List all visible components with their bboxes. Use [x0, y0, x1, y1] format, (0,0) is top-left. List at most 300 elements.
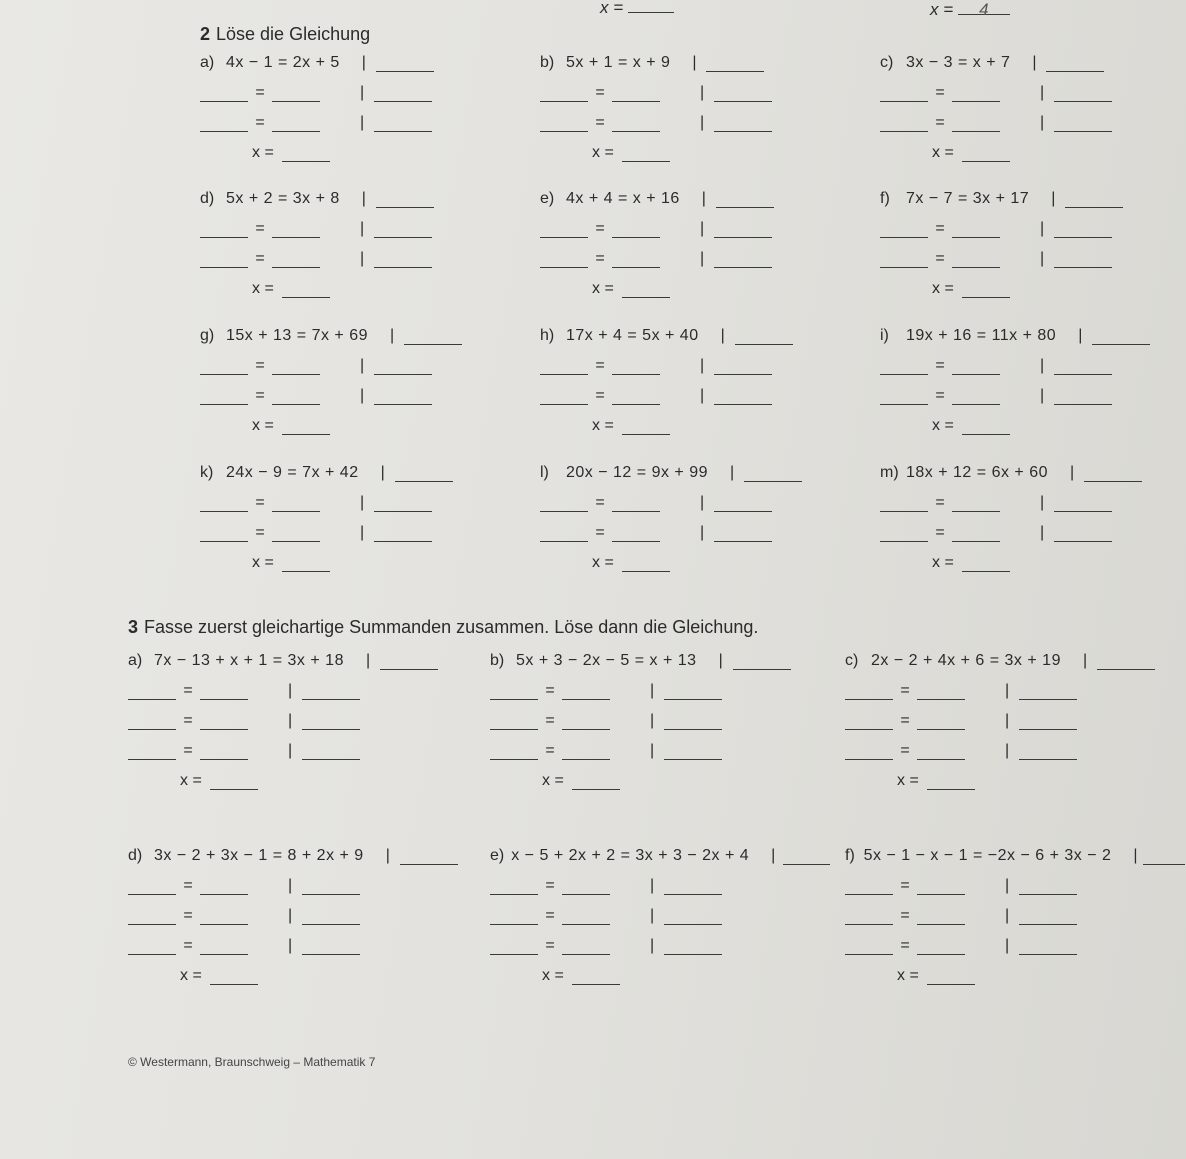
operation-bar: |	[771, 847, 776, 864]
solution-blank[interactable]	[962, 283, 1010, 298]
work-step-line	[845, 730, 1185, 760]
exercise-problem	[490, 835, 830, 985]
operation-bar: |	[650, 907, 655, 924]
operation-blank[interactable]	[706, 57, 764, 72]
operation-blank[interactable]	[1084, 467, 1142, 482]
operation-bar: |	[288, 742, 293, 759]
right-side-blank[interactable]	[562, 715, 610, 730]
x-equals-label: x =	[542, 967, 564, 984]
left-side-blank[interactable]	[200, 527, 248, 542]
right-side-blank[interactable]	[200, 910, 248, 925]
left-side-blank[interactable]	[880, 527, 928, 542]
solution-line	[490, 760, 830, 790]
copyright-footer: © Westermann, Braunschweig – Mathematik 7	[128, 1055, 376, 1069]
right-side-blank[interactable]	[272, 360, 320, 375]
operation-blank[interactable]	[374, 253, 432, 268]
left-side-blank[interactable]	[880, 497, 928, 512]
right-side-blank[interactable]	[952, 360, 1000, 375]
equals-sign: =	[183, 682, 193, 699]
right-side-blank[interactable]	[200, 940, 248, 955]
left-side-blank[interactable]	[880, 390, 928, 405]
equals-sign: =	[183, 937, 193, 954]
right-side-blank[interactable]	[272, 87, 320, 102]
solution-blank[interactable]	[210, 775, 258, 790]
left-side-blank[interactable]	[880, 253, 928, 268]
left-side-blank[interactable]	[880, 223, 928, 238]
operation-blank[interactable]	[714, 87, 772, 102]
right-side-blank[interactable]	[200, 880, 248, 895]
problem-equation: 5x + 3 − 2x − 5 = x + 13	[516, 652, 697, 669]
problem-equation: 5x + 2 = 3x + 8	[226, 190, 340, 207]
operation-blank[interactable]	[1054, 527, 1112, 542]
right-side-blank[interactable]	[272, 497, 320, 512]
right-side-blank[interactable]	[612, 360, 660, 375]
operation-blank[interactable]	[302, 910, 360, 925]
solution-line	[880, 132, 1186, 162]
right-side-blank[interactable]	[952, 497, 1000, 512]
work-step-line	[880, 102, 1186, 132]
operation-bar: |	[1040, 494, 1045, 511]
problem-label: b)	[540, 54, 555, 71]
equals-sign: =	[545, 907, 555, 924]
operation-bar: |	[700, 357, 705, 374]
operation-bar: |	[692, 54, 697, 71]
left-side-blank[interactable]	[200, 253, 248, 268]
solution-blank[interactable]	[622, 420, 670, 435]
operation-blank[interactable]	[374, 87, 432, 102]
operation-blank[interactable]	[404, 330, 462, 345]
right-side-blank[interactable]	[200, 715, 248, 730]
solution-blank[interactable]	[282, 557, 330, 572]
operation-blank[interactable]	[374, 497, 432, 512]
operation-bar: |	[1040, 387, 1045, 404]
solution-blank[interactable]	[572, 775, 620, 790]
operation-bar: |	[1005, 877, 1010, 894]
operation-blank[interactable]	[1054, 223, 1112, 238]
operation-blank[interactable]	[714, 360, 772, 375]
right-side-blank[interactable]	[612, 223, 660, 238]
operation-blank[interactable]	[664, 940, 722, 955]
x-equals-label: x =	[932, 144, 954, 161]
right-side-blank[interactable]	[952, 527, 1000, 542]
equals-sign: =	[595, 387, 605, 404]
operation-blank[interactable]	[374, 223, 432, 238]
right-side-blank[interactable]	[917, 685, 965, 700]
operation-blank[interactable]	[1054, 253, 1112, 268]
left-side-blank[interactable]	[845, 940, 893, 955]
exercise-problem	[880, 315, 1186, 435]
problem-label: d)	[128, 847, 143, 864]
top-answer-right	[930, 0, 1010, 20]
right-side-blank[interactable]	[272, 390, 320, 405]
equals-sign: =	[935, 250, 945, 267]
operation-blank[interactable]	[664, 880, 722, 895]
right-side-blank[interactable]	[612, 117, 660, 132]
right-side-blank[interactable]	[200, 685, 248, 700]
solution-line	[880, 268, 1186, 298]
right-side-blank[interactable]	[917, 910, 965, 925]
left-side-blank[interactable]	[845, 715, 893, 730]
operation-blank[interactable]	[374, 390, 432, 405]
solution-blank[interactable]	[622, 147, 670, 162]
operation-blank[interactable]	[1054, 360, 1112, 375]
operation-bar: |	[1082, 652, 1088, 669]
problem-equation: 4x + 4 = x + 16	[566, 190, 680, 207]
operation-blank[interactable]	[302, 745, 360, 760]
equals-sign: =	[595, 357, 605, 374]
equals-sign: =	[545, 937, 555, 954]
operation-blank[interactable]	[302, 940, 360, 955]
operation-blank[interactable]	[376, 57, 434, 72]
operation-blank[interactable]	[744, 467, 802, 482]
operation-blank[interactable]	[374, 117, 432, 132]
operation-bar: |	[360, 220, 365, 237]
operation-blank[interactable]	[1097, 655, 1155, 670]
problem-equation: 5x − 1 − x − 1 = −2x − 6 + 3x − 2	[863, 847, 1112, 864]
section-number: 2	[200, 24, 211, 44]
work-step-line	[490, 865, 830, 895]
operation-bar: |	[365, 652, 371, 669]
operation-bar: |	[1005, 742, 1010, 759]
left-side-blank[interactable]	[490, 910, 538, 925]
left-side-blank[interactable]	[540, 527, 588, 542]
equals-sign: =	[935, 84, 945, 101]
problem-label: b)	[490, 652, 505, 669]
solution-blank[interactable]	[962, 557, 1010, 572]
operation-bar: |	[360, 114, 365, 131]
operation-blank[interactable]	[1054, 87, 1112, 102]
right-side-blank[interactable]	[612, 527, 660, 542]
left-side-blank[interactable]	[200, 360, 248, 375]
problem-equation: 5x + 1 = x + 9	[566, 54, 671, 71]
equation-line	[540, 315, 880, 345]
solution-blank[interactable]	[927, 970, 975, 985]
exercise-problem	[880, 178, 1186, 298]
operation-blank[interactable]	[1019, 910, 1077, 925]
answer-blank[interactable]	[958, 0, 1010, 19]
solution-blank[interactable]	[282, 420, 330, 435]
problem-label: f)	[880, 190, 890, 207]
equals-sign: =	[595, 494, 605, 511]
work-step-line	[200, 345, 540, 375]
work-step-line	[200, 208, 540, 238]
right-side-blank[interactable]	[612, 497, 660, 512]
x-equals-label: x =	[592, 417, 614, 434]
left-side-blank[interactable]	[540, 253, 588, 268]
operation-blank[interactable]	[714, 117, 772, 132]
operation-bar: |	[1040, 220, 1045, 237]
right-side-blank[interactable]	[272, 253, 320, 268]
operation-blank[interactable]	[1065, 193, 1123, 208]
problem-label: a)	[128, 652, 143, 669]
operation-bar: |	[1005, 682, 1010, 699]
x-equals-label: x =	[592, 554, 614, 571]
right-side-blank[interactable]	[562, 910, 610, 925]
left-side-blank[interactable]	[880, 87, 928, 102]
operation-blank[interactable]	[716, 193, 774, 208]
exercise-problem	[128, 835, 468, 985]
right-side-blank[interactable]	[562, 880, 610, 895]
operation-blank[interactable]	[395, 467, 453, 482]
operation-blank[interactable]	[302, 880, 360, 895]
exercise-problem	[200, 452, 540, 572]
work-step-line	[880, 512, 1186, 542]
left-side-blank[interactable]	[490, 745, 538, 760]
left-side-blank[interactable]	[200, 223, 248, 238]
right-side-blank[interactable]	[272, 117, 320, 132]
x-equals-label: x =	[252, 417, 274, 434]
work-step-line	[540, 512, 880, 542]
right-side-blank[interactable]	[917, 745, 965, 760]
solution-blank[interactable]	[622, 283, 670, 298]
work-step-line	[880, 345, 1186, 375]
operation-blank[interactable]	[302, 685, 360, 700]
operation-bar: |	[1040, 250, 1045, 267]
solution-blank[interactable]	[622, 557, 670, 572]
operation-blank[interactable]	[664, 745, 722, 760]
left-side-blank[interactable]	[200, 117, 248, 132]
equals-sign: =	[900, 937, 910, 954]
exercise-problem	[845, 640, 1185, 790]
solution-line	[880, 405, 1186, 435]
work-step-line	[880, 375, 1186, 405]
right-side-blank[interactable]	[562, 940, 610, 955]
work-step-line	[128, 700, 468, 730]
right-side-blank[interactable]	[612, 390, 660, 405]
problem-label: m)	[880, 464, 899, 481]
work-step-line	[490, 700, 830, 730]
x-equals-label: x =	[592, 280, 614, 297]
left-side-blank[interactable]	[490, 715, 538, 730]
left-side-blank[interactable]	[128, 685, 176, 700]
solution-line	[880, 542, 1186, 572]
right-side-blank[interactable]	[612, 253, 660, 268]
equals-sign: =	[183, 742, 193, 759]
operation-blank[interactable]	[1046, 57, 1104, 72]
work-step-line	[128, 895, 468, 925]
operation-blank[interactable]	[1054, 497, 1112, 512]
section-title: Fasse zuerst gleichartige Summanden zusammen. Löse dann die Gleichung.	[144, 617, 759, 637]
operation-bar: |	[1005, 907, 1010, 924]
operation-bar: |	[701, 190, 706, 207]
left-side-blank[interactable]	[540, 497, 588, 512]
right-side-blank[interactable]	[612, 87, 660, 102]
operation-bar: |	[650, 937, 655, 954]
operation-blank[interactable]	[1019, 685, 1077, 700]
equals-sign: =	[935, 357, 945, 374]
operation-bar: |	[700, 524, 705, 541]
left-side-blank[interactable]	[490, 880, 538, 895]
left-side-blank[interactable]	[200, 390, 248, 405]
operation-blank[interactable]	[1019, 715, 1077, 730]
operation-blank[interactable]	[714, 497, 772, 512]
equals-sign: =	[900, 712, 910, 729]
solution-blank[interactable]	[210, 970, 258, 985]
right-side-blank[interactable]	[952, 117, 1000, 132]
solution-blank[interactable]	[282, 147, 330, 162]
work-step-line	[880, 482, 1186, 512]
left-side-blank[interactable]	[200, 87, 248, 102]
solution-line	[200, 268, 540, 298]
operation-blank[interactable]	[302, 715, 360, 730]
left-side-blank[interactable]	[880, 117, 928, 132]
right-side-blank[interactable]	[952, 253, 1000, 268]
problem-equation: 20x − 12 = 9x + 99	[566, 464, 708, 481]
solution-line	[540, 542, 880, 572]
operation-blank[interactable]	[374, 360, 432, 375]
operation-blank[interactable]	[714, 223, 772, 238]
operation-blank[interactable]	[1019, 880, 1077, 895]
right-side-blank[interactable]	[917, 715, 965, 730]
operation-bar: |	[360, 357, 365, 374]
equals-sign: =	[255, 357, 265, 374]
left-side-blank[interactable]	[128, 880, 176, 895]
equals-sign: =	[545, 682, 555, 699]
left-side-blank[interactable]	[490, 940, 538, 955]
operation-blank[interactable]	[400, 850, 458, 865]
operation-blank[interactable]	[664, 715, 722, 730]
problem-label: f)	[845, 847, 855, 864]
answer-label: x =	[930, 0, 954, 19]
operation-bar: |	[385, 847, 390, 864]
work-step-line	[200, 238, 540, 268]
solution-blank[interactable]	[962, 420, 1010, 435]
operation-bar: |	[360, 524, 365, 541]
equation-line	[490, 640, 830, 670]
problem-equation: 17x + 4 = 5x + 40	[566, 327, 699, 344]
operation-blank[interactable]	[1019, 940, 1077, 955]
left-side-blank[interactable]	[490, 685, 538, 700]
operation-bar: |	[361, 190, 366, 207]
equals-sign: =	[595, 114, 605, 131]
left-side-blank[interactable]	[540, 117, 588, 132]
equation-line	[200, 42, 540, 72]
equals-sign: =	[595, 250, 605, 267]
exercise-problem	[200, 178, 540, 298]
operation-blank[interactable]	[783, 850, 830, 865]
operation-blank[interactable]	[714, 527, 772, 542]
solution-line	[845, 760, 1185, 790]
solution-line	[200, 405, 540, 435]
left-side-blank[interactable]	[128, 940, 176, 955]
problem-equation: 7x − 13 + x + 1 = 3x + 18	[154, 652, 344, 669]
problem-label: d)	[200, 190, 215, 207]
x-equals-label: x =	[252, 554, 274, 571]
right-side-blank[interactable]	[952, 87, 1000, 102]
work-step-line	[200, 482, 540, 512]
operation-blank[interactable]	[1092, 330, 1150, 345]
left-side-blank[interactable]	[540, 223, 588, 238]
left-side-blank[interactable]	[540, 360, 588, 375]
right-side-blank[interactable]	[562, 685, 610, 700]
operation-blank[interactable]	[714, 253, 772, 268]
solution-blank[interactable]	[927, 775, 975, 790]
right-side-blank[interactable]	[272, 527, 320, 542]
right-side-blank[interactable]	[917, 880, 965, 895]
right-side-blank[interactable]	[917, 940, 965, 955]
equation-line	[880, 452, 1186, 482]
right-side-blank[interactable]	[272, 223, 320, 238]
operation-blank[interactable]	[376, 193, 434, 208]
operation-blank[interactable]	[1143, 850, 1185, 865]
operation-bar: |	[718, 652, 723, 669]
operation-blank[interactable]	[664, 910, 722, 925]
work-step-line	[128, 925, 468, 955]
equation-line	[490, 835, 830, 865]
operation-bar: |	[650, 877, 655, 894]
equation-line	[880, 42, 1186, 72]
solution-blank[interactable]	[962, 147, 1010, 162]
left-side-blank[interactable]	[128, 745, 176, 760]
work-step-line	[845, 700, 1185, 730]
work-step-line	[880, 208, 1186, 238]
operation-blank[interactable]	[1054, 390, 1112, 405]
operation-bar: |	[361, 54, 366, 71]
solution-blank[interactable]	[572, 970, 620, 985]
left-side-blank[interactable]	[845, 910, 893, 925]
operation-bar: |	[288, 937, 293, 954]
operation-blank[interactable]	[1019, 745, 1077, 760]
solution-line	[540, 405, 880, 435]
solution-line	[200, 132, 540, 162]
left-side-blank[interactable]	[845, 745, 893, 760]
left-side-blank[interactable]	[880, 360, 928, 375]
left-side-blank[interactable]	[128, 910, 176, 925]
left-side-blank[interactable]	[128, 715, 176, 730]
operation-blank[interactable]	[380, 655, 438, 670]
answer-value: 4	[979, 0, 989, 19]
work-step-line	[845, 865, 1185, 895]
operation-blank[interactable]	[664, 685, 722, 700]
operation-blank[interactable]	[1054, 117, 1112, 132]
operation-blank[interactable]	[735, 330, 793, 345]
equation-line	[200, 178, 540, 208]
work-step-line	[540, 102, 880, 132]
equals-sign: =	[935, 387, 945, 404]
work-step-line	[128, 865, 468, 895]
equation-line	[880, 178, 1186, 208]
problem-equation: 18x + 12 = 6x + 60	[906, 464, 1048, 481]
equals-sign: =	[595, 84, 605, 101]
operation-bar: |	[700, 494, 705, 511]
right-side-blank[interactable]	[952, 223, 1000, 238]
right-side-blank[interactable]	[952, 390, 1000, 405]
equals-sign: =	[900, 742, 910, 759]
section-3-heading	[128, 617, 758, 638]
operation-blank[interactable]	[374, 527, 432, 542]
solution-line	[845, 955, 1185, 985]
work-step-line	[845, 670, 1185, 700]
exercise-problem	[200, 42, 540, 162]
operation-bar: |	[700, 250, 705, 267]
left-side-blank[interactable]	[540, 87, 588, 102]
solution-blank[interactable]	[282, 283, 330, 298]
right-side-blank[interactable]	[562, 745, 610, 760]
right-side-blank[interactable]	[200, 745, 248, 760]
operation-blank[interactable]	[714, 390, 772, 405]
operation-blank[interactable]	[733, 655, 791, 670]
work-step-line	[540, 72, 880, 102]
operation-bar: |	[1032, 54, 1037, 71]
left-side-blank[interactable]	[200, 497, 248, 512]
problem-equation: 7x − 7 = 3x + 17	[906, 190, 1030, 207]
operation-bar: |	[650, 712, 655, 729]
left-side-blank[interactable]	[540, 390, 588, 405]
equals-sign: =	[255, 524, 265, 541]
answer-blank[interactable]	[628, 0, 674, 13]
left-side-blank[interactable]	[845, 880, 893, 895]
left-side-blank[interactable]	[845, 685, 893, 700]
